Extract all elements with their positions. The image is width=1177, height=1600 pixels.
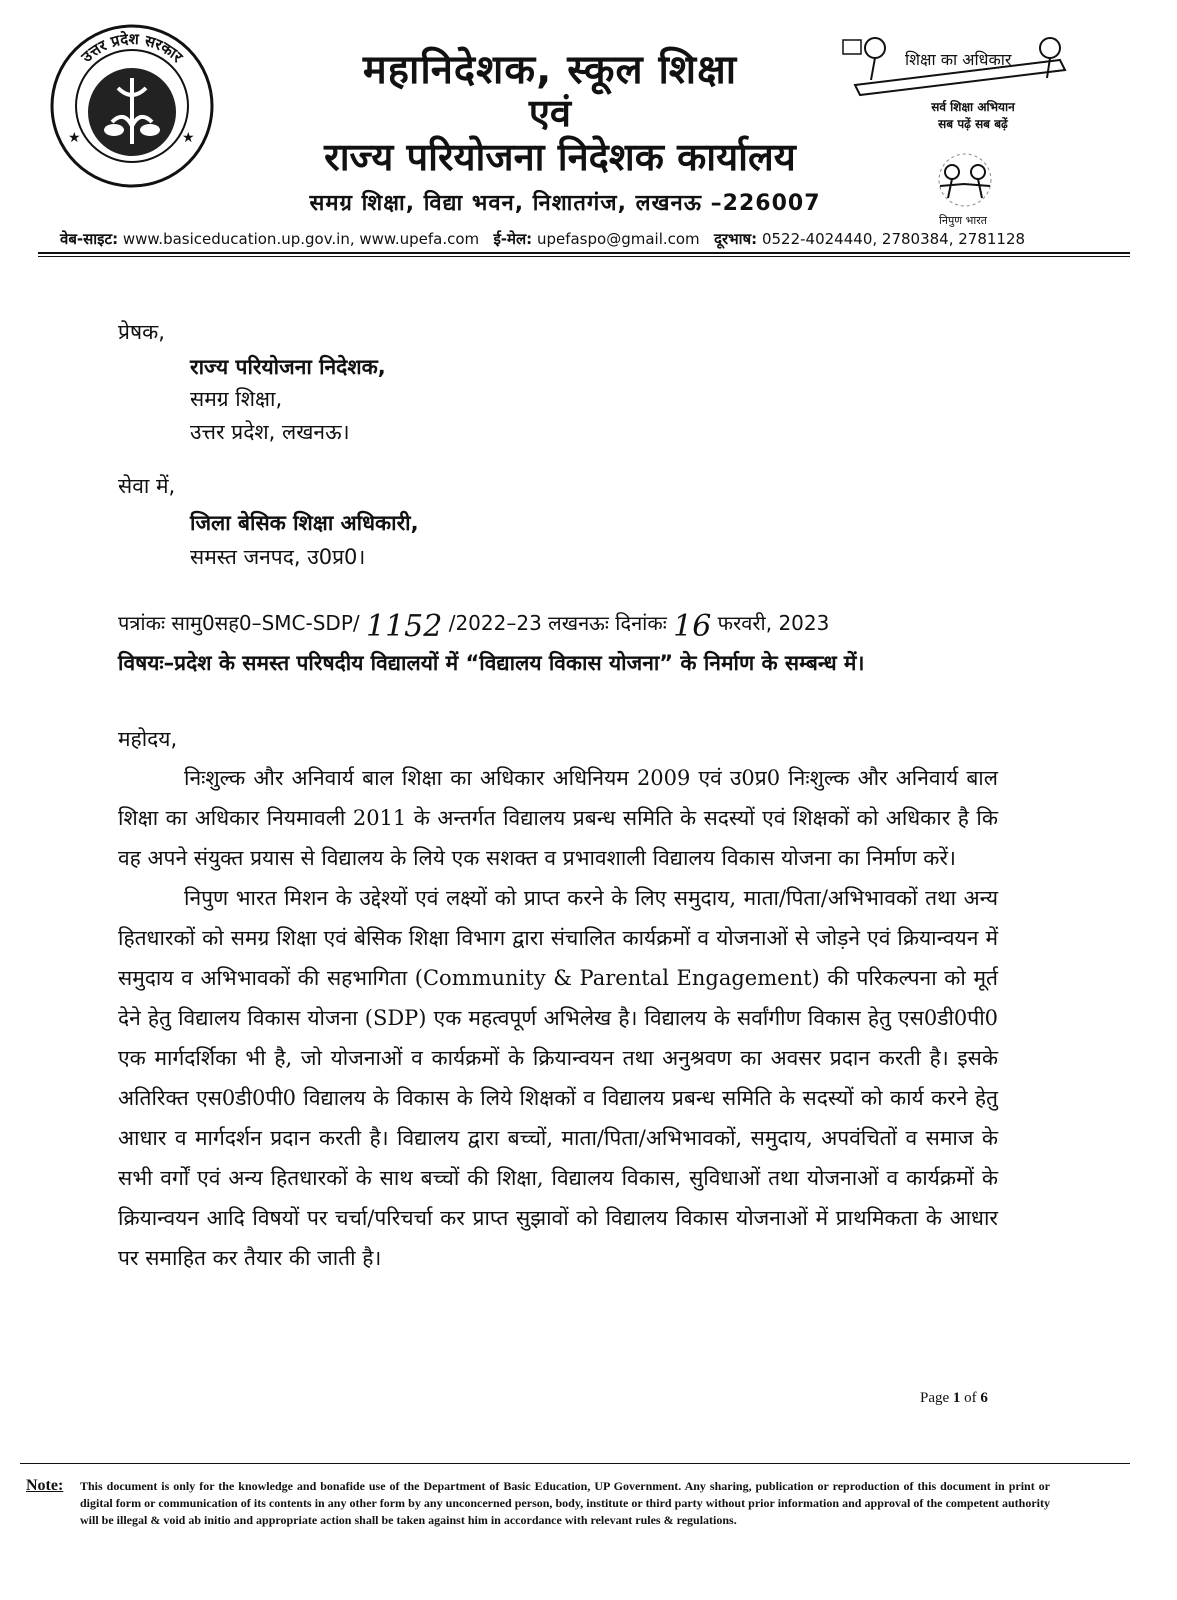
page-current: 1 [952,1390,961,1406]
email-label: ई-मेल: [493,230,533,248]
header-title-line2: एवं [528,91,572,135]
recipient-line2: समस्त जनपद, उ0प्र0। [190,545,366,569]
reference-number-handwritten: 1152 [365,609,443,644]
note-label: Note: [26,1477,64,1494]
footer-divider [20,1463,1130,1464]
salutation: महोदय, [118,727,178,751]
ssa-line1: सर्व शिक्षा अभियान [931,100,1015,114]
body-text [118,758,998,1278]
website-label: वेब-साइट: [60,230,119,248]
svg-text:★: ★ [68,130,81,146]
recipient-title: जिला बेसिक शिक्षा अधिकारी, [190,511,419,535]
rte-logo-text: शिक्षा का अधिकार [905,50,1012,69]
header-divider [38,252,1130,254]
header-title-line3: राज्य परियोजना निदेशक कार्यालय [324,135,796,179]
reference-prefix: पत्रांकः सामु0सह0–SMC-SDP/ [118,611,360,635]
email-value[interactable]: upefaspo@gmail.com [536,230,700,248]
header-title-line1: महानिदेशक, स्कूल शिक्षा [362,47,738,93]
page-number [920,1390,988,1407]
paragraph-2: निपुण भारत मिशन के उद्देश्यों एवं लक्ष्यों को प्राप्त करने के लिए समुदाय, माता/पिता/अभिभावकों तथा अन्य हितधारकों को समग्र शिक्षा एवं बेसिक शिक्षा विभाग द्वारा संचालित कार्यक्रमों व योजनाओं से जोड़ने एवं क्रियान्वयन में समुदाय व अभिभावकों की सहभागिता (Community & Parental Engagement) की परिकल्पना को मूर्त देने हेतु विद्यालय विकास योजना (SDP) एक महत्वपूर्ण अभिलेख है। विद्यालय के सर्वांगीण विकास हेतु एस0डी0पी0 एक मार्गदर्शिका भी है, जो योजनाओं व कार्यक्रमों के क्रियान्वयन तथा अनुश्रवण का अवसर प्रदान करती है। इसके अतिरिक्त एस0डी0पी0 विद्यालय के विकास के लिये शिक्षकों व विद्यालय प्रबन्ध समिति के सदस्यों को कार्य करने हेतु आधार व मार्गदर्शन प्रदान करती है। विद्यालय द्वारा बच्चों, माता/पिता/अभिभावकों, समुदाय, अपवंचितों व समाज के सभी वर्गों एवं अन्य हितधारकों के साथ बच्चों की शिक्षा, विद्यालय विकास, सुविधाओं तथा योजनाओं व कार्यक्रमों के क्रियान्वयन आदि विषयों पर चर्चा/परिचर्चा कर प्राप्त सुझावों को विद्यालय विकास योजनाओं में प्राथमिकता के आधार पर समाहित कर तैयार की जाती है। [118,886,998,1270]
reference-suffix: फरवरी, 2023 [717,611,830,635]
reference-day-handwritten: 16 [673,609,712,644]
nipun-bharat-text: निपुण भारत [938,214,987,227]
nipun-bharat-logo-icon [920,150,1010,210]
svg-text:★: ★ [182,130,195,146]
office-address: समग्र शिक्षा, विद्या भवन, निशातगंज, लखनऊ –226007 [309,191,821,216]
page-total: 6 [980,1390,988,1406]
reference-line [118,603,830,644]
sender-label: प्रेषक, [118,320,165,344]
paragraph-1: निःशुल्क और अनिवार्य बाल शिक्षा का अधिकार अधिनियम 2009 एवं उ0प्र0 निःशुल्क और अनिवार्य बाल शिक्षा का अधिकार नियमावली 2011 के अन्तर्गत विद्यालय प्रबन्ध समिति के सदस्यों एवं शिक्षकों को अधिकार है कि वह अपने संयुक्त प्रयास से विद्यालय के लिये एक सशक्त व प्रभावशाली विद्यालय विकास योजना का निर्माण करें। [118,766,998,870]
sender-line3: उत्तर प्रदेश, लखनऊ। [190,420,350,444]
phone-value: 0522-4024440, 2780384, 2781128 [761,230,1026,248]
page-of: of [964,1390,977,1406]
page-prefix: Page [920,1390,950,1406]
sender-title: राज्य परियोजना निदेशक, [190,355,386,379]
ssa-line2: सब पढ़ें सब बढ़ें [938,117,1008,131]
reference-middle: /2022–23 लखनऊः दिनांकः [448,611,667,635]
sender-line2: समग्र शिक्षा, [190,387,283,411]
website-value[interactable]: www.basiceducation.up.gov.in, www.upefa.com [122,230,480,248]
phone-label: दूरभाष: [713,230,758,248]
note-text: This document is only for the knowledge and bonafide use of the Department of Basic Education, UP Government. Any sharing, publication or reproduction of this document in print or digital form or communication of its contents in any other form by any unconcerned person, body, institute or third party without prior information and approval of the competent authority will be illegal & void ab initio and appropriate action shall be taken against him in accordance with relevant rules & regulations. [80,1479,1050,1527]
up-government-seal [48,22,216,190]
seal-text: उत्तर प्रदेश सरकार [77,29,187,66]
header-divider-thin [38,256,1130,257]
contact-line [60,229,1120,249]
recipient-label: सेवा में, [118,474,176,498]
subject-line: विषयः–प्रदेश के समस्त परिषदीय विद्यालयों में “विद्यालय विकास योजना” के निर्माण के सम्बन्ध में। [118,651,865,675]
